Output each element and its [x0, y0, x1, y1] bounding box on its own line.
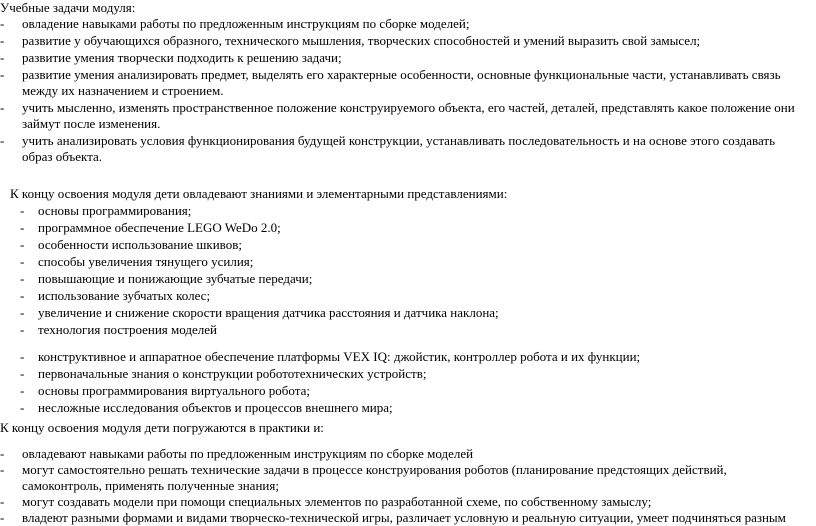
item-text: конструктивное и аппаратное обеспечение платформы VEX IQ: джойстик, контроллер робота и их функции; — [38, 349, 641, 364]
bullet-dash: - — [0, 462, 5, 477]
bullet-dash: - — [20, 400, 25, 415]
item-text: развитие умения творчески подходить к решению задачи; — [22, 50, 342, 65]
bullet-dash: - — [20, 383, 25, 398]
bullet-dash: - — [20, 271, 25, 286]
item-text-continued: между их назначением и строением. — [22, 83, 224, 98]
item-text-continued: займут после изменения. — [22, 116, 161, 131]
item-text: учить анализировать условия функционирования будущей конструкции, устанавливать последовательность и на основе этого создавать — [22, 133, 776, 148]
item-text: овладение навыками работы по предложенным инструкциям по сборке моделей; — [22, 16, 470, 31]
item-text: могут создавать модели при помощи специальных элементов по разработанной схеме, по собственному замыслу; — [22, 494, 652, 509]
item-text: владеют разными формами и видами творческо-технической игры, различает условную и реальную ситуации, умеет подчиняться разным — [22, 510, 786, 525]
item-text: особенности использование шкивов; — [38, 237, 242, 252]
bullet-dash: - — [20, 322, 25, 337]
item-text: основы программирования виртуального робота; — [38, 383, 310, 398]
item-text: учить мысленно, изменять пространственное положение конструируемого объекта, его частей, деталей, представлять какое положение они — [22, 100, 795, 115]
bullet-dash: - — [0, 510, 5, 525]
item-text: программное обеспечение LEGO WeDo 2.0; — [38, 220, 281, 235]
bullet-dash: - — [0, 67, 5, 82]
section1-heading: Учебные задачи модуля: — [0, 0, 136, 15]
item-text: повышающие и понижающие зубчатые передачи; — [38, 271, 313, 286]
bullet-dash: - — [20, 366, 25, 381]
item-text: технология построения моделей — [38, 322, 217, 337]
bullet-dash: - — [20, 203, 25, 218]
bullet-dash: - — [0, 133, 5, 148]
item-text: использование зубчатых колес; — [38, 288, 211, 303]
item-text: основы программирования; — [38, 203, 192, 218]
item-text-continued: образ объекта. — [22, 149, 103, 164]
item-text: несложные исследования объектов и процессов внешнего мира; — [38, 400, 393, 415]
item-text: первоначальные знания о конструкции робототехнических устройств; — [38, 366, 427, 381]
item-text: развитие у обучающихся образного, технического мышления, творческих способностей и умений выразить свой замысел; — [22, 33, 701, 48]
bullet-dash: - — [20, 305, 25, 320]
bullet-dash: - — [0, 100, 5, 115]
bullet-dash: - — [0, 16, 5, 31]
section3-heading: К концу освоения модуля дети погружаются в практики и: — [0, 420, 324, 435]
bullet-dash: - — [0, 446, 5, 461]
bullet-dash: - — [0, 33, 5, 48]
bullet-dash: - — [0, 494, 5, 509]
bullet-dash: - — [20, 220, 25, 235]
item-text: овладевают навыками работы по предложенным инструкциям по сборке моделей — [22, 446, 474, 461]
item-text: способы увеличения тянущего усилия; — [38, 254, 254, 269]
item-text: увеличение и снижение скорости вращения датчика расстояния и датчика наклона; — [38, 305, 499, 320]
section2-heading: К концу освоения модуля дети овладевают знаниями и элементарными представлениями: — [10, 186, 508, 201]
bullet-dash: - — [20, 349, 25, 364]
item-text: развитие умения анализировать предмет, выделять его характерные особенности, основные функциональные части, устанавливать связь — [22, 67, 781, 82]
item-text-continued: самоконтроль, применять полученные знания; — [22, 478, 279, 493]
item-text: могут самостоятельно решать технические задачи в процессе конструирования роботов (планирование предстоящих действий, — [22, 462, 727, 477]
bullet-dash: - — [0, 50, 5, 65]
bullet-dash: - — [20, 254, 25, 269]
bullet-dash: - — [20, 288, 25, 303]
bullet-dash: - — [20, 237, 25, 252]
